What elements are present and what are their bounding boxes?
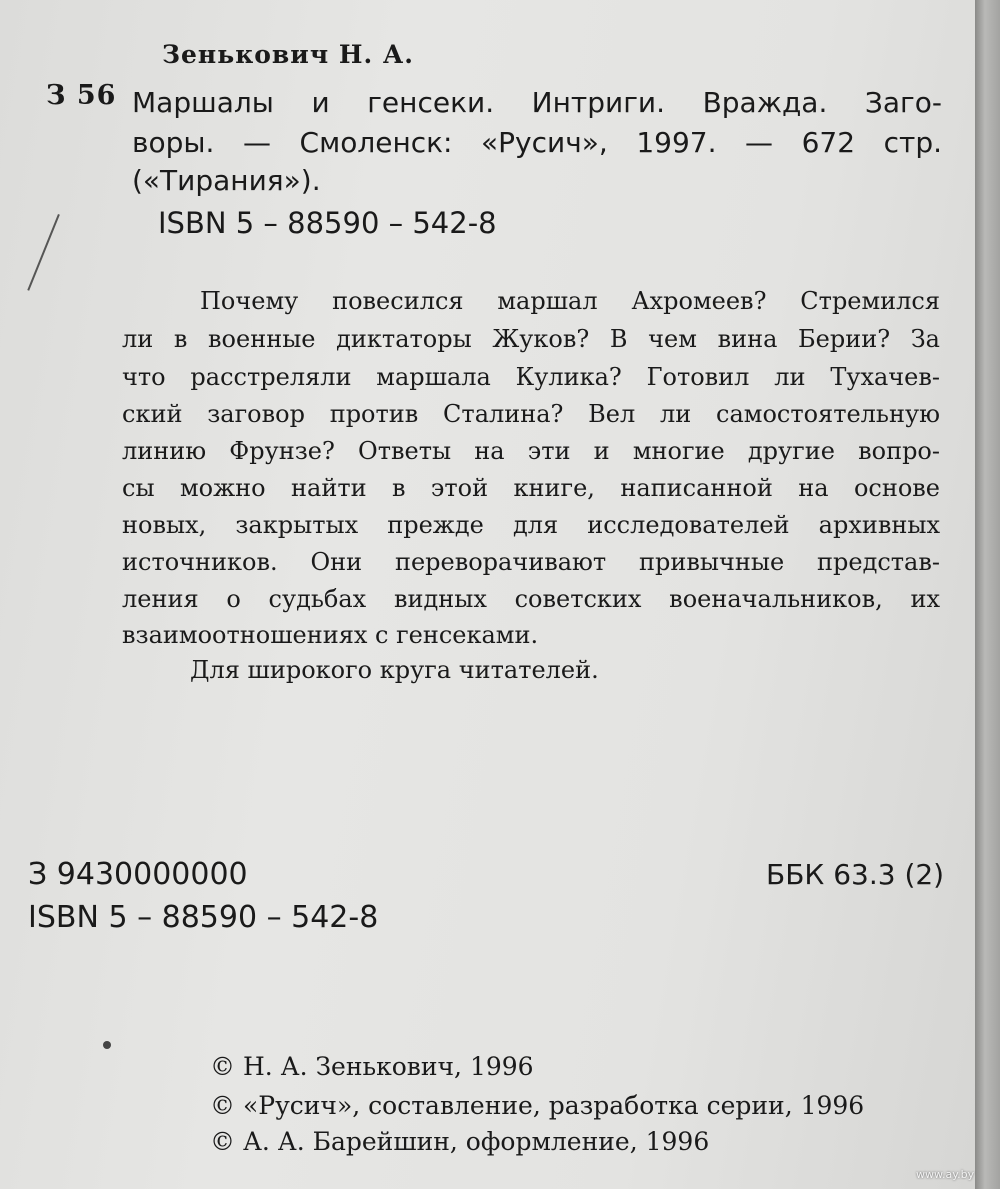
bibliographic-line: («Тирания»).	[132, 164, 321, 197]
annotation-line: новых, закрытых прежде для исследователей архивных	[122, 511, 940, 539]
author-name: Зенькович Н. А.	[162, 40, 414, 69]
annotation-line: Почему повесился маршал Ахромеев? Стремился	[200, 287, 940, 315]
annotation-line: источников. Они переворачивают привычные представ-	[122, 548, 940, 576]
catalog-code: З 56	[46, 80, 117, 111]
copyright-line: © «Русич», составление, разработка серии, 1996	[210, 1091, 865, 1120]
copyright-line: © Н. А. Зенькович, 1996	[210, 1052, 534, 1081]
annotation-line: что расстреляли маршала Кулика? Готовил ли Тухачев-	[122, 363, 940, 391]
annotation-line: ления о судьбах видных советских военачальников, их	[122, 585, 940, 613]
annotation-line: ли в военные диктаторы Жуков? В чем вина Берии? За	[122, 325, 940, 353]
annotation-line: сы можно найти в этой книге, написанной на основе	[122, 474, 940, 502]
watermark: www.ay.by	[916, 1168, 975, 1181]
pencil-mark	[27, 214, 60, 291]
ink-speck	[103, 1041, 111, 1049]
page-edge	[975, 0, 1000, 1189]
isbn-bottom: ISBN 5 – 88590 – 542-8	[28, 900, 379, 935]
annotation-line: ский заговор против Сталина? Вел ли самостоятельную	[122, 400, 940, 428]
copyright-line: © А. А. Барейшин, оформление, 1996	[210, 1127, 710, 1156]
annotation-line: линию Фрунзе? Ответы на эти и многие другие вопро-	[122, 437, 940, 465]
bbk-index: ББК 63.3 (2)	[766, 858, 945, 891]
audience-note: Для широкого круга читателей.	[190, 656, 599, 684]
bibliographic-line: воры. — Смоленск: «Русич», 1997. — 672 стр.	[132, 126, 942, 159]
catalog-number: З 9430000000	[28, 857, 248, 892]
annotation-line: взаимоотношениях с генсеками.	[122, 621, 539, 649]
bibliographic-line: Маршалы и генсеки. Интриги. Вражда. Заго-	[132, 86, 942, 119]
isbn-top: ISBN 5 – 88590 – 542-8	[158, 206, 497, 240]
